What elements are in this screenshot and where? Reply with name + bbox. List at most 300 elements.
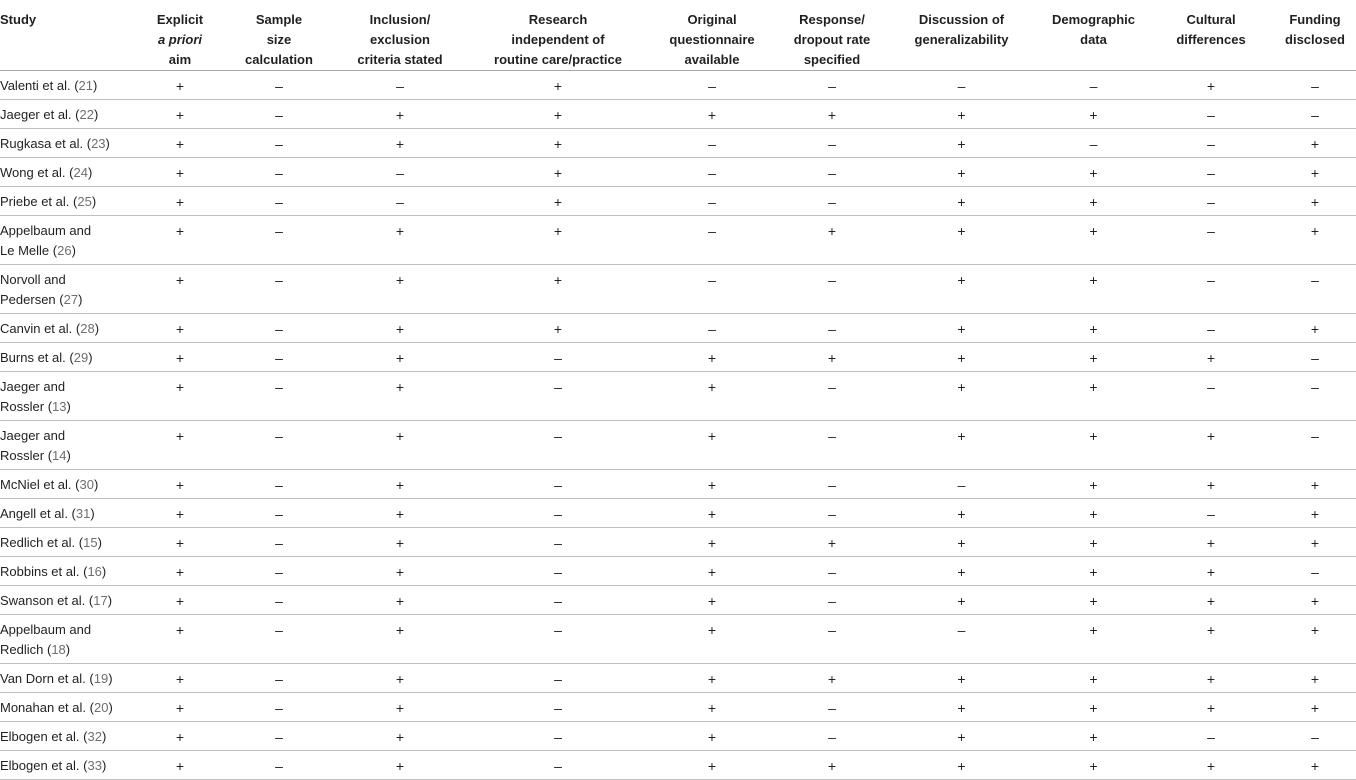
study-name: Rugkasa et al. [0, 136, 87, 151]
criterion-mark: – [1274, 100, 1356, 129]
criterion-mark: + [884, 586, 1039, 615]
criterion-mark: – [1148, 158, 1274, 187]
criterion-mark: – [472, 722, 644, 751]
criterion-mark: + [1148, 470, 1274, 499]
criterion-mark: – [780, 314, 884, 343]
criterion-mark: – [472, 470, 644, 499]
study-cell: Elbogen et al. (33) [0, 751, 130, 780]
criterion-mark: – [1274, 71, 1356, 100]
table-row [0, 557, 1356, 586]
criterion-mark: + [1039, 216, 1148, 265]
column-header [230, 0, 328, 71]
column-header-line: differences [1176, 32, 1246, 47]
criterion-mark: + [1039, 499, 1148, 528]
criterion-mark: + [884, 372, 1039, 421]
column-header-line: disclosed [1285, 32, 1345, 47]
reference-number: 21 [78, 78, 94, 93]
criterion-mark: – [472, 499, 644, 528]
table-row [0, 158, 1356, 187]
criterion-mark: + [884, 499, 1039, 528]
criterion-mark: – [472, 751, 644, 780]
criterion-mark: – [472, 664, 644, 693]
criterion-mark: – [1148, 265, 1274, 314]
reference-number: 33 [87, 758, 102, 773]
column-header-line: independent of [511, 32, 605, 47]
criterion-mark: + [1039, 751, 1148, 780]
column-header-line: questionnaire [669, 32, 755, 47]
column-header [644, 0, 780, 71]
criterion-mark: – [230, 499, 328, 528]
criterion-mark: + [1148, 586, 1274, 615]
criterion-mark: – [230, 751, 328, 780]
reference-number: 27 [63, 292, 79, 307]
criterion-mark: + [130, 528, 230, 557]
column-header-line: Response/ [799, 12, 865, 27]
column-header-line: Inclusion/ [369, 12, 431, 27]
table-row [0, 129, 1356, 158]
study-name: Jaeger and [0, 379, 66, 394]
criterion-mark: + [1274, 470, 1356, 499]
table-row [0, 372, 1356, 421]
criterion-mark: + [884, 751, 1039, 780]
reference-number: 31 [75, 506, 91, 521]
table-row [0, 615, 1356, 664]
table-row [0, 693, 1356, 722]
criterion-mark: + [1148, 693, 1274, 722]
criterion-mark: + [1039, 372, 1148, 421]
criterion-mark: + [130, 664, 230, 693]
study-cell: McNiel et al. (30) [0, 470, 130, 499]
study-name: Robbins et al. [0, 564, 84, 579]
criterion-mark: + [884, 343, 1039, 372]
reference-number: 19 [93, 671, 109, 686]
criterion-mark: – [644, 158, 780, 187]
criterion-mark: – [230, 314, 328, 343]
table-row [0, 216, 1356, 265]
criterion-mark: + [130, 265, 230, 314]
criterion-mark: + [1274, 158, 1356, 187]
column-header-line: available [684, 52, 740, 67]
criterion-mark: – [780, 265, 884, 314]
criterion-mark: + [130, 499, 230, 528]
criterion-mark: – [780, 129, 884, 158]
study-name: Monahan et al. [0, 700, 90, 715]
column-header-line: Funding [1289, 12, 1341, 27]
criterion-mark: – [230, 528, 328, 557]
criterion-mark: + [130, 216, 230, 265]
study-name: Pedersen [0, 292, 60, 307]
criterion-mark: + [1039, 421, 1148, 470]
criterion-mark: + [884, 187, 1039, 216]
criterion-mark: – [780, 470, 884, 499]
criterion-mark: – [230, 187, 328, 216]
table-row [0, 343, 1356, 372]
reference-number: 15 [83, 535, 98, 550]
criterion-mark: – [1148, 372, 1274, 421]
study-name: McNiel et al. [0, 477, 76, 492]
criterion-mark: + [1039, 470, 1148, 499]
study-name: Jaeger et al. [0, 107, 76, 122]
criterion-mark: + [1274, 129, 1356, 158]
column-header-line: criteria stated [357, 52, 443, 67]
criterion-mark: – [328, 158, 472, 187]
criterion-mark: + [472, 129, 644, 158]
study-name: Rossler [0, 448, 48, 463]
study-name: Elbogen et al. [0, 758, 84, 773]
criterion-mark: – [1148, 499, 1274, 528]
column-header [328, 0, 472, 71]
study-name: Swanson et al. [0, 593, 89, 608]
table-row [0, 314, 1356, 343]
column-header-line: Sample [255, 12, 303, 27]
criterion-mark: + [130, 129, 230, 158]
criterion-mark: – [644, 71, 780, 100]
criterion-mark: – [780, 372, 884, 421]
study-name: Rossler [0, 399, 48, 414]
column-header-line: aim [168, 52, 192, 67]
criterion-mark: + [780, 100, 884, 129]
criterion-mark: + [1039, 722, 1148, 751]
criterion-mark: + [884, 158, 1039, 187]
criterion-mark: – [780, 722, 884, 751]
criterion-mark: – [1039, 129, 1148, 158]
criterion-mark: – [1148, 129, 1274, 158]
column-header-line: Study [0, 12, 37, 27]
reference-number: 16 [87, 564, 102, 579]
criterion-mark: + [780, 216, 884, 265]
column-header-line: Original [687, 12, 737, 27]
column-header-line: exclusion [370, 32, 430, 47]
criterion-mark: + [130, 71, 230, 100]
criterion-mark: + [884, 693, 1039, 722]
criterion-mark: + [328, 470, 472, 499]
criterion-mark: – [644, 129, 780, 158]
criterion-mark: + [1274, 693, 1356, 722]
criterion-mark: + [780, 664, 884, 693]
reference-number: 23 [91, 136, 106, 151]
criterion-mark: + [130, 693, 230, 722]
criterion-mark: + [1039, 343, 1148, 372]
criterion-mark: – [644, 265, 780, 314]
table-row [0, 100, 1356, 129]
study-name: Redlich et al. [0, 535, 79, 550]
table-row [0, 722, 1356, 751]
criterion-mark: – [472, 528, 644, 557]
column-header-line: data [1080, 32, 1107, 47]
criterion-mark: – [472, 421, 644, 470]
study-name: Canvin et al. [0, 321, 76, 336]
reference-number: 18 [51, 642, 66, 657]
study-name: Norvoll and [0, 272, 66, 287]
criterion-mark: – [780, 187, 884, 216]
study-cell: Rugkasa et al. (23) [0, 129, 130, 158]
criterion-mark: + [1039, 693, 1148, 722]
study-cell: Monahan et al. (20) [0, 693, 130, 722]
criterion-mark: + [644, 528, 780, 557]
criterion-mark: – [328, 187, 472, 216]
criterion-mark: – [884, 71, 1039, 100]
study-name: Burns et al. [0, 350, 70, 365]
study-cell: Norvoll and Pedersen (27) [0, 265, 130, 314]
criterion-mark: – [230, 586, 328, 615]
reference-number: 13 [52, 399, 67, 414]
criterion-mark: – [230, 722, 328, 751]
criterion-mark: + [884, 528, 1039, 557]
criterion-mark: + [328, 100, 472, 129]
study-name: Priebe et al. [0, 194, 73, 209]
criterion-mark: + [472, 158, 644, 187]
column-header [472, 0, 644, 71]
study-name: Elbogen et al. [0, 729, 84, 744]
criterion-mark: – [230, 557, 328, 586]
criterion-mark: + [1148, 557, 1274, 586]
column-header [1039, 0, 1148, 71]
criterion-mark: – [230, 615, 328, 664]
study-cell: Appelbaum and Le Melle (26) [0, 216, 130, 265]
table-row [0, 664, 1356, 693]
criterion-mark: + [1274, 499, 1356, 528]
study-name: Le Melle [0, 243, 53, 258]
criterion-mark: + [644, 557, 780, 586]
criterion-mark: + [644, 722, 780, 751]
column-header [1274, 0, 1356, 71]
criterion-mark: – [230, 470, 328, 499]
criterion-mark: + [130, 187, 230, 216]
criterion-mark: + [1274, 528, 1356, 557]
column-header-line: Explicit [156, 12, 204, 27]
criterion-mark: – [230, 158, 328, 187]
criterion-mark: – [780, 71, 884, 100]
reference-number: 20 [93, 700, 109, 715]
criterion-mark: + [1148, 664, 1274, 693]
criterion-mark: – [1039, 71, 1148, 100]
criterion-mark: – [1148, 187, 1274, 216]
table-row [0, 499, 1356, 528]
criterion-mark: + [1039, 664, 1148, 693]
criterion-mark: + [884, 129, 1039, 158]
criterion-mark: – [230, 343, 328, 372]
study-cell: Jaeger et al. (22) [0, 100, 130, 129]
criterion-mark: – [1148, 314, 1274, 343]
criterion-mark: + [328, 615, 472, 664]
column-header-line: routine care/practice [494, 52, 622, 67]
criterion-mark: – [780, 499, 884, 528]
criterion-mark: – [230, 129, 328, 158]
criterion-mark: – [472, 557, 644, 586]
reference-number: 28 [80, 321, 95, 336]
criterion-mark: – [230, 372, 328, 421]
criterion-mark: + [644, 100, 780, 129]
study-name: Valenti et al. [0, 78, 75, 93]
criterion-mark: + [780, 751, 884, 780]
reference-number: 32 [87, 729, 102, 744]
criterion-mark: – [1274, 343, 1356, 372]
study-cell: Appelbaum and Redlich (18) [0, 615, 130, 664]
column-header-study [0, 0, 130, 71]
study-cell: Redlich et al. (15) [0, 528, 130, 557]
criterion-mark: + [328, 751, 472, 780]
criterion-mark: + [1148, 71, 1274, 100]
criterion-mark: + [328, 343, 472, 372]
criterion-mark: + [884, 664, 1039, 693]
table-row [0, 265, 1356, 314]
criterion-mark: – [230, 216, 328, 265]
criterion-mark: + [328, 528, 472, 557]
study-cell: Angell et al. (31) [0, 499, 130, 528]
column-header-line: Demographic [1051, 12, 1136, 27]
criterion-mark: + [644, 693, 780, 722]
criterion-mark: + [884, 557, 1039, 586]
criterion-mark: + [328, 693, 472, 722]
criterion-mark: + [644, 499, 780, 528]
table-row [0, 470, 1356, 499]
criterion-mark: + [328, 314, 472, 343]
table-row [0, 187, 1356, 216]
criterion-mark: + [328, 722, 472, 751]
criterion-mark: – [1274, 722, 1356, 751]
criterion-mark: + [130, 586, 230, 615]
criterion-mark: + [328, 586, 472, 615]
criterion-mark: + [1039, 557, 1148, 586]
criterion-mark: + [130, 314, 230, 343]
criterion-mark: + [644, 586, 780, 615]
column-header-line: calculation [245, 52, 313, 67]
study-name: Wong et al. [0, 165, 70, 180]
criterion-mark: + [130, 751, 230, 780]
criterion-mark: + [130, 470, 230, 499]
criterion-mark: + [328, 499, 472, 528]
criterion-mark: + [780, 528, 884, 557]
criterion-mark: + [644, 372, 780, 421]
criterion-mark: – [1148, 722, 1274, 751]
criterion-mark: + [328, 421, 472, 470]
criterion-mark: + [328, 664, 472, 693]
criterion-mark: + [130, 100, 230, 129]
study-name: Appelbaum and [0, 223, 92, 238]
header-row [0, 0, 1356, 71]
reference-number: 22 [79, 107, 94, 122]
reference-number: 30 [79, 477, 94, 492]
criterion-mark: + [130, 343, 230, 372]
study-cell: Wong et al. (24) [0, 158, 130, 187]
criterion-mark: – [780, 557, 884, 586]
criterion-mark: + [644, 421, 780, 470]
criterion-mark: + [130, 372, 230, 421]
criterion-mark: – [230, 421, 328, 470]
table-row [0, 586, 1356, 615]
criterion-mark: + [328, 129, 472, 158]
study-cell: Van Dorn et al. (19) [0, 664, 130, 693]
criterion-mark: – [780, 586, 884, 615]
criterion-mark: + [328, 557, 472, 586]
table-row [0, 751, 1356, 780]
criterion-mark: – [472, 343, 644, 372]
criterion-mark: + [1039, 586, 1148, 615]
criterion-mark: + [884, 722, 1039, 751]
criterion-mark: + [1274, 751, 1356, 780]
criterion-mark: + [1148, 528, 1274, 557]
criterion-mark: – [780, 421, 884, 470]
study-cell: Priebe et al. (25) [0, 187, 130, 216]
criterion-mark: + [472, 100, 644, 129]
criterion-mark: + [1039, 158, 1148, 187]
study-cell: Canvin et al. (28) [0, 314, 130, 343]
criterion-mark: – [1148, 216, 1274, 265]
criterion-mark: + [328, 372, 472, 421]
criterion-mark: – [644, 314, 780, 343]
criterion-mark: + [130, 158, 230, 187]
criterion-mark: – [230, 100, 328, 129]
criterion-mark: + [472, 71, 644, 100]
study-cell: Robbins et al. (16) [0, 557, 130, 586]
criterion-mark: + [472, 265, 644, 314]
column-header [130, 0, 230, 71]
criterion-mark: – [472, 615, 644, 664]
study-cell: Elbogen et al. (32) [0, 722, 130, 751]
criterion-mark: + [1148, 343, 1274, 372]
criterion-mark: + [1039, 187, 1148, 216]
criterion-mark: + [1039, 100, 1148, 129]
criterion-mark: + [1274, 586, 1356, 615]
criterion-mark: + [644, 343, 780, 372]
criterion-mark: + [884, 421, 1039, 470]
criterion-mark: + [884, 265, 1039, 314]
criterion-mark: – [230, 664, 328, 693]
criterion-mark: + [884, 100, 1039, 129]
reference-number: 25 [77, 194, 92, 209]
criterion-mark: – [780, 693, 884, 722]
criterion-mark: – [884, 470, 1039, 499]
table-body [0, 71, 1356, 780]
column-header-line: generalizability [914, 32, 1009, 47]
column-header [884, 0, 1039, 71]
study-cell: Valenti et al. (21) [0, 71, 130, 100]
study-cell: Jaeger and Rossler (14) [0, 421, 130, 470]
criterion-mark: – [472, 693, 644, 722]
criterion-mark: – [644, 187, 780, 216]
criterion-mark: + [1148, 615, 1274, 664]
reference-number: 24 [73, 165, 88, 180]
table-row [0, 71, 1356, 100]
reference-number: 26 [57, 243, 72, 258]
column-header-line: Research [528, 12, 588, 27]
criterion-mark: – [644, 216, 780, 265]
criterion-mark: – [1274, 372, 1356, 421]
criterion-mark: + [1039, 314, 1148, 343]
criterion-mark: + [780, 343, 884, 372]
criterion-mark: – [884, 615, 1039, 664]
table-row [0, 421, 1356, 470]
criterion-mark: – [472, 586, 644, 615]
criterion-mark: + [884, 314, 1039, 343]
criterion-mark: – [1148, 100, 1274, 129]
criterion-mark: + [1274, 615, 1356, 664]
reference-number: 14 [52, 448, 67, 463]
study-name: Appelbaum and [0, 622, 92, 637]
criterion-mark: + [884, 216, 1039, 265]
criterion-mark: + [328, 265, 472, 314]
column-header [780, 0, 884, 71]
study-name: Van Dorn et al. [0, 671, 90, 686]
study-cell: Swanson et al. (17) [0, 586, 130, 615]
column-header-line: Cultural [1186, 12, 1236, 27]
study-cell: Burns et al. (29) [0, 343, 130, 372]
criterion-mark: + [1039, 615, 1148, 664]
criterion-mark: – [1274, 557, 1356, 586]
criterion-mark: – [472, 372, 644, 421]
criterion-mark: – [230, 265, 328, 314]
criterion-mark: + [328, 216, 472, 265]
